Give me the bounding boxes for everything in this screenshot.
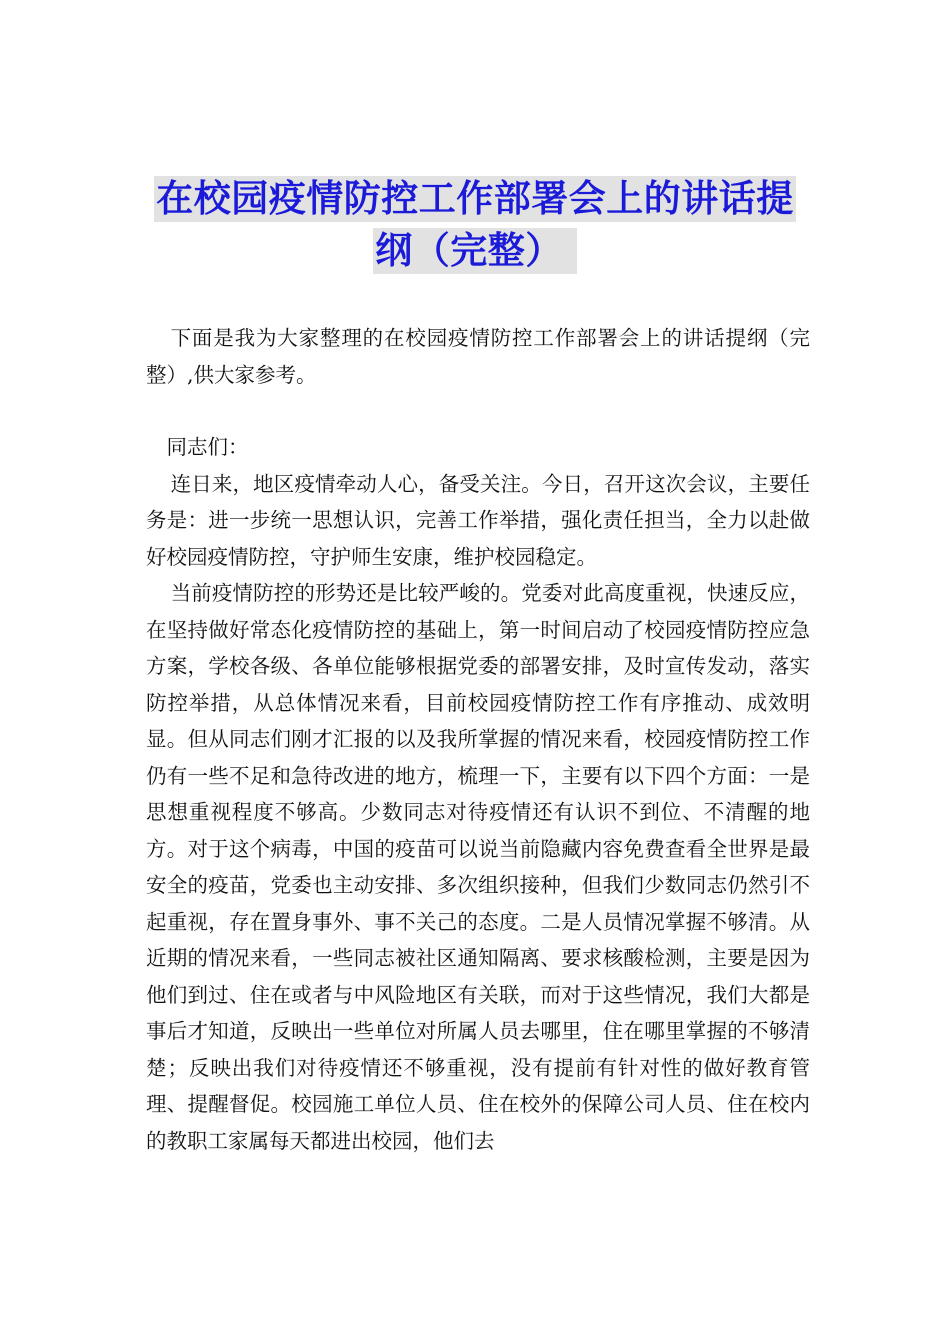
- greeting: 同志们：: [166, 435, 249, 459]
- title-line-1: 在校园疫情防控工作部署会上的讲话提: [156, 177, 794, 220]
- intro-paragraph: 下面是我为大家整理的在校园疫情防控工作部署会上的讲话提纲（完整）,供大家参考。: [146, 326, 810, 387]
- document-title: [0, 176, 950, 274]
- body-paragraph-2: 当前疫情防控的形势还是比较严峻的。党委对此高度重视，快速反应，在坚持做好常态化疫情防控的基础上，第一时间启动了校园疫情防控应急方案，学校各级、各单位能够根据党委的部署安排，及时宣传发动，落实防控举措，从总体情况来看，目前校园疫情防控工作有序推动、成效明显。但从同志们刚才汇报的以及我所掌握的情况来看，校园疫情防控工作仍有一些不足和急待改进的地方，梳理一下，主要有以下四个方面：一是思想重视程度不够高。少数同志对待疫情还有认识不到位、不清醒的地方。对于这个病毒，中国的疫苗可以说当前隐藏内容免费查看全世界是最安全的疫苗，党委也主动安排、多次组织接种，但我们少数同志仍然引不起重视，存在置身事外、事不关己的态度。二是人员情况掌握不够清。从近期的情况来看，一些同志被社区通知隔离、要求核酸检测，主要是因为他们到过、住在或者与中风险地区有关联，而对于这些情况，我们大都是事后才知道，反映出一些单位对所属人员去哪里，住在哪里掌握的不够清楚；反映出我们对待疫情还不够重视，没有提前有针对性的做好教育管理、提醒督促。校园施工单位人员、住在校外的保障公司人员、住在校内的教职工家属每天都进出校园，他们去: [146, 581, 810, 1153]
- body-paragraph-1: 连日来，地区疫情牵动人心，备受关注。今日，召开这次会议，主要任务是：进一步统一思想认识，完善工作举措，强化责任担当，全力以赴做好校园疫情防控，守护师生安康，维护校园稳定。: [146, 471, 810, 569]
- title-line-2: 纲（完整）: [373, 228, 577, 274]
- document-body: [146, 320, 810, 1159]
